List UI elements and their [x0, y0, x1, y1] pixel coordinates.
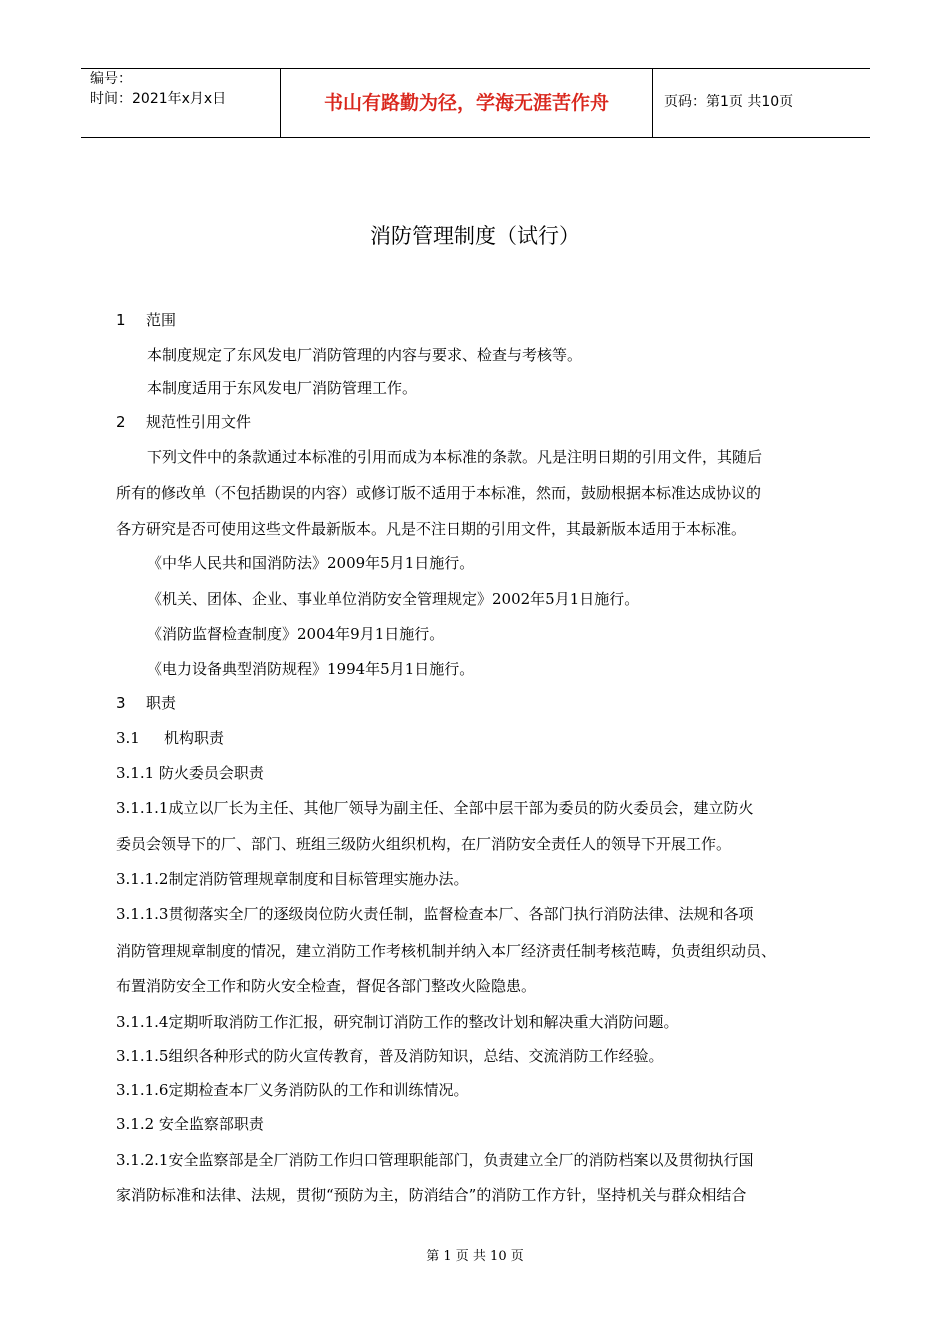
section-number: 3	[116, 694, 126, 712]
page-header	[81, 68, 870, 138]
paragraph-line: 3.1.1.3贯彻落实全厂的逐级岗位防火责任制，监督检查本厂、各部门执行消防法律、法规和各项	[116, 905, 754, 923]
header-motto-cell	[281, 69, 653, 137]
paragraph-line: 3.1.1.1成立以厂长为主任、其他厂领导为副主任、全部中层干部为委员的防火委员会，建立防火	[116, 799, 754, 817]
paragraph-line: 所有的修改单（不包括勘误的内容）或修订版不适用于本标准，然而，鼓励根据本标准达成协议的	[116, 484, 762, 502]
header-page-code: 页码：第1页 共10页	[664, 94, 794, 110]
subsection-heading: 3.1.1 防火委员会职责	[116, 764, 264, 782]
section-heading-2	[116, 412, 251, 432]
document-number-label: 编号：	[90, 71, 132, 87]
reference-item: 《中华人民共和国消防法》2009年5月1日施行。	[147, 554, 475, 572]
header-page-cell	[653, 69, 870, 137]
section-title: 规范性引用文件	[146, 413, 252, 431]
section-heading-1	[116, 310, 176, 330]
document-date: 时间：2021年x月x日	[90, 91, 227, 107]
reference-item: 《消防监督检查制度》2004年9月1日施行。	[147, 625, 445, 643]
paragraph-line: 3.1.1.4定期听取消防工作汇报，研究制订消防工作的整改计划和解决重大消防问题。	[116, 1013, 679, 1031]
paragraph-line: 下列文件中的条款通过本标准的引用而成为本标准的条款。凡是注明日期的引用文件，其随后	[147, 448, 763, 466]
subsection-heading	[116, 728, 224, 748]
paragraph-line: 3.1.1.6定期检查本厂义务消防队的工作和训练情况。	[116, 1081, 469, 1099]
document-title: 消防管理制度（试行）	[370, 224, 580, 248]
paragraph-line: 委员会领导下的厂、部门、班组三级防火组织机构，在厂消防安全责任人的领导下开展工作。	[116, 835, 732, 853]
paragraph-line: 家消防标准和法律、法规，贯彻“预防为主，防消结合”的消防工作方针，坚持机关与群众相结合	[116, 1186, 747, 1204]
paragraph-line: 3.1.2.1安全监察部是全厂消防工作归口管理职能部门，负责建立全厂的消防档案以及贯彻执行国	[116, 1151, 754, 1169]
section-heading-3	[116, 693, 176, 713]
section-title: 范围	[146, 311, 177, 329]
paragraph-line: 各方研究是否可使用这些文件最新版本。凡是不注日期的引用文件，其最新版本适用于本标准。	[116, 520, 747, 538]
header-motto: 书山有路勤为径，学海无涯苦作舟	[323, 92, 609, 114]
paragraph-line: 3.1.1.2制定消防管理规章制度和目标管理实施办法。	[116, 870, 469, 888]
subsection-title: 机构职责	[164, 729, 225, 747]
page-footer: 第 1 页 共 10 页	[426, 1249, 524, 1264]
paragraph-line: 3.1.1.5组织各种形式的防火宣传教育，普及消防知识，总结、交流消防工作经验。	[116, 1047, 664, 1065]
reference-item: 《电力设备典型消防规程》1994年5月1日施行。	[147, 660, 475, 678]
section-number: 2	[116, 413, 126, 431]
reference-item: 《机关、团体、企业、事业单位消防安全管理规定》2002年5月1日施行。	[147, 590, 640, 608]
header-left-cell	[81, 69, 281, 137]
paragraph-line: 本制度适用于东风发电厂消防管理工作。	[147, 379, 418, 397]
section-title: 职责	[146, 694, 177, 712]
paragraph-line: 消防管理规章制度的情况，建立消防工作考核机制并纳入本厂经济责任制考核范畴，负责组织动员、	[116, 942, 777, 960]
paragraph-line: 本制度规定了东风发电厂消防管理的内容与要求、检查与考核等。	[147, 346, 583, 364]
paragraph-line: 布置消防安全工作和防火安全检查，督促各部门整改火险隐患。	[116, 977, 537, 995]
section-number: 1	[116, 311, 126, 329]
subsection-number: 3.1	[116, 729, 140, 747]
subsection-heading: 3.1.2 安全监察部职责	[116, 1115, 264, 1133]
